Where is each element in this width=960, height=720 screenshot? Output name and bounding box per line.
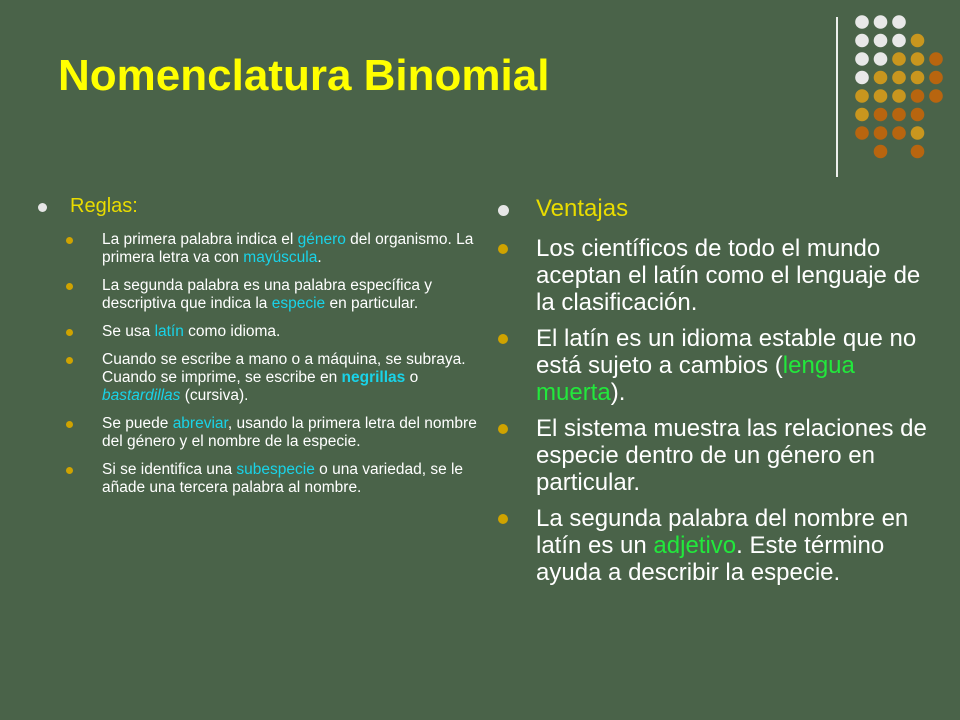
left-heading-item (38, 191, 478, 497)
decorative-dot (892, 52, 906, 66)
decorative-dot (911, 71, 925, 85)
decorative-dot (892, 34, 906, 48)
text-run: . Este término ayuda a describir la especie. (536, 532, 885, 586)
advantage-item (498, 505, 938, 586)
highlighted-term: latín (154, 323, 184, 340)
decorative-dot (892, 126, 906, 140)
decorative-dot (874, 71, 888, 85)
decorative-dot (855, 52, 869, 66)
text-run: o una variedad, se le añade una tercera palabra al nombre. (102, 461, 464, 496)
highlighted-term: género (297, 231, 346, 248)
right-column (498, 192, 938, 586)
advantage-item (498, 235, 938, 316)
decorative-dot (874, 34, 888, 48)
highlighted-term: bastardillas (102, 387, 181, 404)
decorative-dot (911, 89, 925, 103)
rule-item (66, 415, 478, 451)
advantages-list (498, 235, 938, 586)
highlighted-term: subespecie (236, 461, 315, 478)
text-run: o (405, 369, 419, 386)
decorative-dot (929, 52, 943, 66)
text-run: , usando la primera letra del nombre del género y el nombre de la especie. (102, 415, 477, 450)
right-heading-item (498, 192, 938, 586)
decorative-dot (929, 89, 943, 103)
decorative-dot (892, 89, 906, 103)
text-run: en particular. (325, 295, 419, 312)
highlighted-term: abreviar (172, 415, 228, 432)
decorative-dot (874, 108, 888, 122)
text-run: ). (610, 379, 626, 406)
highlighted-term: adjetivo (653, 532, 737, 559)
rule-item (66, 461, 478, 497)
text-run: Cuando se escribe a mano o a máquina, se subraya. Cuando se imprime, se escribe en (102, 351, 466, 386)
rule-item (66, 277, 478, 313)
decorative-dot (892, 71, 906, 85)
text-run: (cursiva). (180, 387, 249, 404)
highlighted-term: mayúscula (243, 249, 318, 266)
rules-list (70, 231, 478, 497)
rule-item (66, 351, 478, 405)
text-run: como idioma. (183, 323, 281, 340)
highlighted-term: negrillas (341, 369, 406, 386)
decorative-dot (874, 145, 888, 159)
decorative-dot (911, 108, 925, 122)
decorative-dot (929, 71, 943, 85)
text-run: . (317, 249, 322, 266)
text-run: Se puede (102, 415, 173, 432)
advantage-item (498, 415, 938, 496)
highlighted-term: lengua muerta (536, 352, 855, 406)
text-run: El sistema muestra las relaciones de especie dentro de un género en particular. (536, 415, 927, 496)
decorative-dot (874, 52, 888, 66)
decorative-dot (855, 126, 869, 140)
left-column (38, 191, 478, 497)
text-run: Se usa (102, 323, 155, 340)
text-run: La primera palabra indica el (102, 231, 298, 248)
rule-item (66, 323, 478, 341)
advantage-item (498, 325, 938, 406)
decorative-dot (855, 15, 869, 29)
text-run: Si se identifica una (102, 461, 237, 478)
decorative-dot (855, 34, 869, 48)
slide-title: Nomenclatura Binomial (58, 51, 550, 100)
decorative-dot (911, 145, 925, 159)
text-run: Los científicos de todo el mundo aceptan el latín como el lenguaje de la clasificación. (536, 235, 921, 316)
decorative-dot (892, 108, 906, 122)
decorative-dot (911, 126, 925, 140)
right-heading: Ventajas (536, 195, 629, 222)
decorative-dot (874, 89, 888, 103)
decorative-vertical-line (836, 17, 838, 177)
decorative-dot (911, 34, 925, 48)
decorative-dot (855, 108, 869, 122)
rule-item (66, 231, 478, 267)
left-heading: Reglas: (70, 195, 138, 217)
text-run: del organismo. La primera letra va con (102, 231, 474, 266)
decorative-dot (874, 15, 888, 29)
decorative-dot (855, 89, 869, 103)
text-run: La segunda palabra es una palabra específica y descriptiva que indica la (102, 277, 433, 312)
decorative-dot (855, 71, 869, 85)
decorative-dot (911, 52, 925, 66)
text-run: La segunda palabra del nombre en latín es un (536, 505, 909, 559)
highlighted-term: especie (271, 295, 326, 312)
decorative-dot (874, 126, 888, 140)
decorative-dot (892, 15, 906, 29)
text-run: El latín es un idioma estable que no está sujeto a cambios ( (536, 325, 917, 379)
